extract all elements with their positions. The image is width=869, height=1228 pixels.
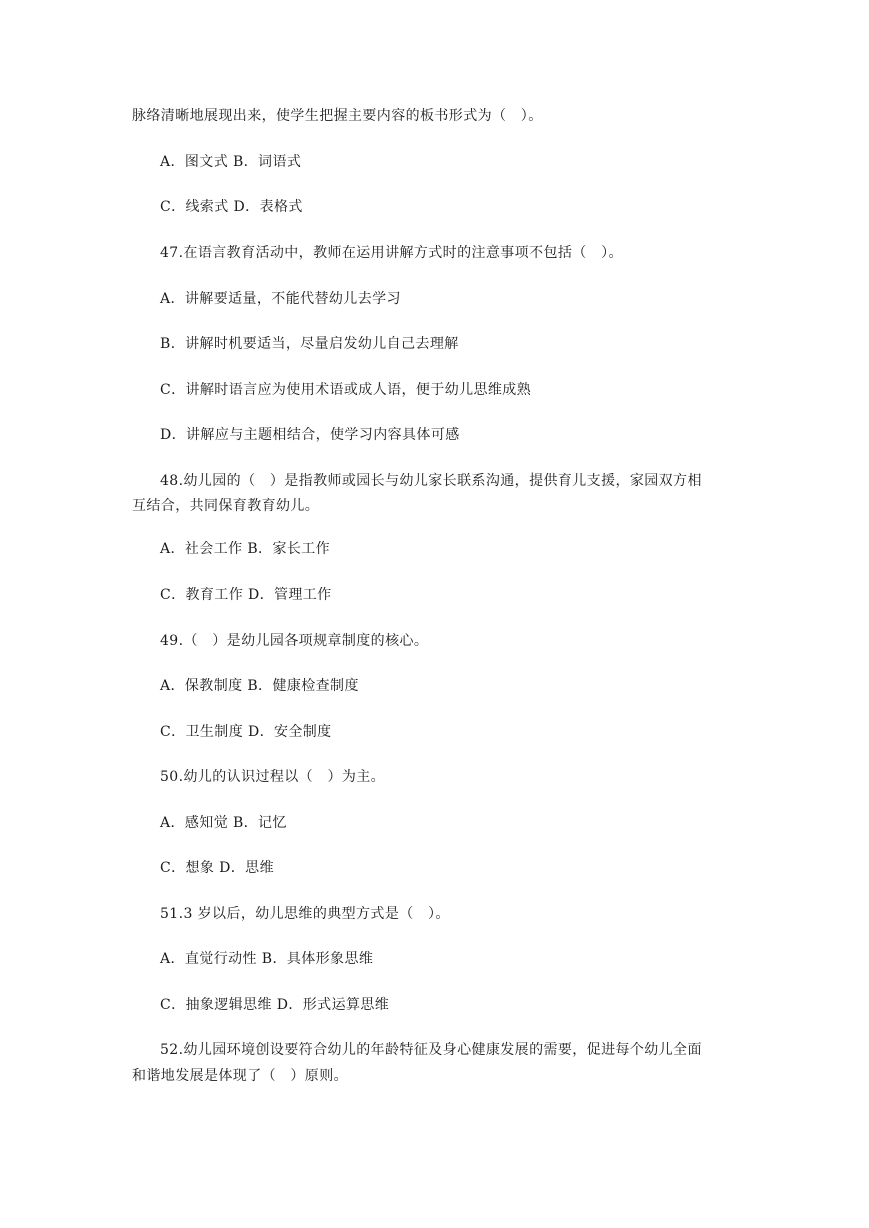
question-continuation-line: 脉络清晰地展现出来，使学生把握主要内容的板书形式为（ ）。 [132,108,543,124]
option-line: A．直觉行动性 B．具体形象思维 [160,951,374,967]
option-line: A．感知觉 B．记忆 [160,815,287,831]
option-line: C．想象 D．思维 [160,860,274,876]
question-52: 52.幼儿园环境创设要符合幼儿的年龄特征及身心健康发展的需要，促进每个幼儿全面 [160,1042,702,1058]
question-52-continuation: 和谐地发展是体现了（ ）原则。 [132,1068,348,1084]
question-48: 48.幼儿园的（ ）是指教师或园长与幼儿家长联系沟通，提供育儿支援，家园双方相 [160,473,702,489]
question-48-continuation: 互结合，共同保育教育幼儿。 [132,498,320,514]
option-line: C．线索式 D．表格式 [160,199,303,215]
question-51: 51.3 岁以后，幼儿思维的典型方式是（ ）。 [160,906,450,922]
option-line: C．抽象逻辑思维 D．形式运算思维 [160,997,390,1013]
option-line: C．讲解时语言应为使用术语或成人语，便于幼儿思维成熟 [160,382,532,398]
question-47: 47.在语言教育活动中，教师在运用讲解方式时的注意事项不包括（ ）。 [160,245,623,261]
option-line: B．讲解时机要适当，尽量启发幼儿自己去理解 [160,336,459,352]
option-line: A．社会工作 B．家长工作 [160,541,331,557]
option-line: C．卫生制度 D．安全制度 [160,724,332,740]
option-line: A．保教制度 B．健康检查制度 [160,678,359,694]
option-line: A．讲解要适量，不能代替幼儿去学习 [160,291,401,307]
option-line: C．教育工作 D．管理工作 [160,587,332,603]
question-49: 49.（ ）是幼儿园各项规章制度的核心。 [160,633,429,649]
question-50: 50.幼儿的认识过程以（ ）为主。 [160,769,386,785]
option-line: D．讲解应与主题相结合，使学习内容具体可感 [160,427,460,443]
option-line: A．图文式 B．词语式 [160,154,302,170]
